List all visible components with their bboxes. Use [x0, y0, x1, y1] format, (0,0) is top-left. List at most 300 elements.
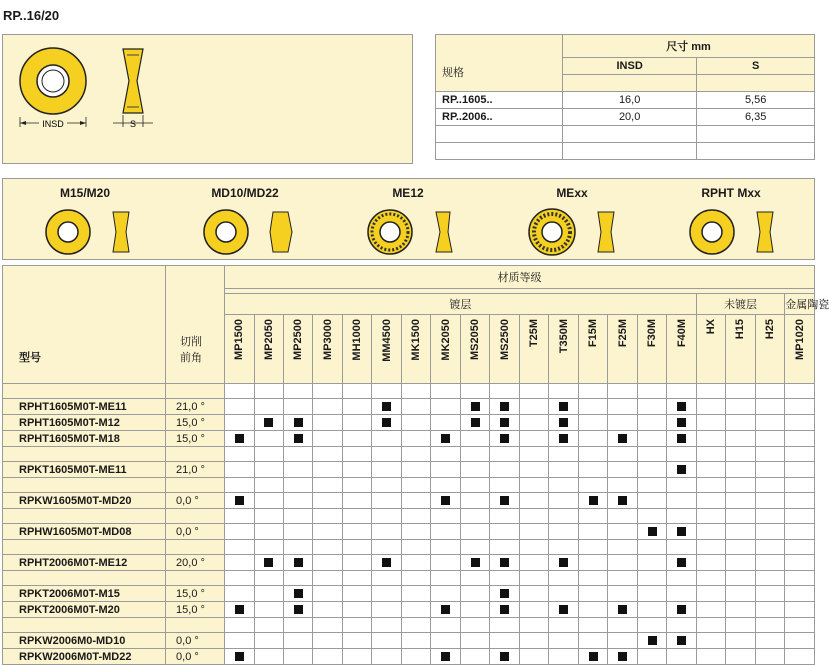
grade-cell [637, 447, 666, 462]
grade-cell [549, 540, 578, 555]
grade-cell [490, 602, 519, 618]
available-mark [441, 605, 450, 614]
grade-cell [313, 478, 342, 493]
available-mark [677, 402, 686, 411]
model-cell [3, 478, 166, 493]
model-cell: RPHT2006M0T-ME12 [3, 555, 166, 571]
grade-cell [254, 633, 283, 649]
grade-cell [313, 493, 342, 509]
available-mark [559, 434, 568, 443]
grade-cell [519, 462, 548, 478]
grade-mp3000 [313, 315, 342, 384]
grade-ms2050 [460, 315, 489, 384]
grade-cell [401, 399, 430, 415]
grade-cell [608, 431, 637, 447]
grade-cell [490, 462, 519, 478]
grade-cell [342, 415, 371, 431]
table-row [3, 571, 815, 586]
available-mark [500, 589, 509, 598]
available-mark [382, 418, 391, 427]
grade-cell [372, 555, 401, 571]
grade-label: MK1500 [410, 319, 423, 361]
grade-cell [283, 618, 312, 633]
grade-cell [401, 478, 430, 493]
grade-cell [254, 618, 283, 633]
angle-cell: 15,0 ° [166, 431, 225, 447]
insert-profile-icon [598, 212, 614, 252]
grade-cell [342, 524, 371, 540]
grade-cell [726, 462, 755, 478]
grade-label: T25M [528, 319, 541, 348]
grade-cell [372, 633, 401, 649]
grade-cell [254, 509, 283, 524]
grade-cell [608, 509, 637, 524]
grade-cell [785, 447, 815, 462]
grade-cell [578, 633, 607, 649]
insd-label: INSD [42, 119, 64, 129]
grade-cell [225, 462, 254, 478]
grade-cell [608, 571, 637, 586]
grade-label: MP2050 [262, 319, 275, 360]
grade-cell [667, 633, 696, 649]
spec-insd: 20,0 [563, 109, 697, 126]
grade-cell [372, 524, 401, 540]
grade-cell [283, 478, 312, 493]
grade-cell [726, 415, 755, 431]
grade-cell [460, 415, 489, 431]
grade-cell [313, 399, 342, 415]
grade-cell [401, 649, 430, 665]
available-mark [677, 558, 686, 567]
grade-cell [549, 493, 578, 509]
grade-cell [755, 509, 784, 524]
grade-cell [549, 415, 578, 431]
grade-cell [549, 524, 578, 540]
round-insert-icon [690, 210, 734, 254]
grade-cell [637, 586, 666, 602]
grade-cell [549, 478, 578, 493]
spec-s: 5,56 [697, 92, 815, 109]
angle-cell: 20,0 ° [166, 555, 225, 571]
grade-cell [342, 571, 371, 586]
grade-cell [755, 571, 784, 586]
grade-cell [549, 633, 578, 649]
grade-cell [667, 555, 696, 571]
grade-cell [283, 509, 312, 524]
grade-cell [431, 447, 460, 462]
grade-cell [225, 586, 254, 602]
grade-cell [254, 649, 283, 665]
insert-dimension-drawing [3, 35, 203, 163]
grade-cell [225, 399, 254, 415]
grade-cell [608, 478, 637, 493]
angle-cell [166, 540, 225, 555]
grade-cell [608, 493, 637, 509]
angle-cell: 21,0 ° [166, 399, 225, 415]
grade-cell [342, 649, 371, 665]
grade-mp2050 [254, 315, 283, 384]
grade-cell [549, 555, 578, 571]
grade-cell [755, 493, 784, 509]
available-mark [677, 636, 686, 645]
grade-cell [637, 649, 666, 665]
grade-cell [519, 602, 548, 618]
insert-profile-icon [757, 212, 773, 252]
grade-cell [755, 399, 784, 415]
grade-cell [726, 447, 755, 462]
grade-cell [313, 524, 342, 540]
grade-mp1020 [785, 315, 815, 384]
spec-name: RP..1605.. [436, 92, 563, 109]
available-mark [294, 434, 303, 443]
grade-cell [578, 462, 607, 478]
grade-cell [225, 493, 254, 509]
grade-cell [696, 524, 725, 540]
grade-cell [549, 571, 578, 586]
grade-cell [431, 524, 460, 540]
grade-cell [490, 431, 519, 447]
available-mark [264, 418, 273, 427]
grade-cell [785, 571, 815, 586]
grade-cell [578, 509, 607, 524]
grade-cell [696, 555, 725, 571]
grade-cell [519, 478, 548, 493]
grade-cell [225, 602, 254, 618]
available-mark [618, 652, 627, 661]
grade-cell [372, 649, 401, 665]
grade-cell [313, 602, 342, 618]
grade-cell [431, 633, 460, 649]
grade-cell [460, 540, 489, 555]
grade-cell [667, 447, 696, 462]
grade-cell [401, 586, 430, 602]
grade-cell [637, 509, 666, 524]
grade-label: HX [705, 319, 717, 335]
grade-cell [225, 540, 254, 555]
grade-cell [490, 633, 519, 649]
grade-cell [578, 493, 607, 509]
model-cell: RPKW2006M0T-MD22 [3, 649, 166, 665]
angle-cell: 0,0 ° [166, 493, 225, 509]
grade-cell [578, 524, 607, 540]
grade-cell [755, 618, 784, 633]
grade-cell [372, 493, 401, 509]
grade-cell [401, 462, 430, 478]
variant-label: ME12 [392, 186, 424, 200]
available-mark [677, 465, 686, 474]
grade-cell [401, 540, 430, 555]
grade-cell [431, 618, 460, 633]
grade-cell [785, 493, 815, 509]
angle-cell [166, 447, 225, 462]
grade-cell [460, 478, 489, 493]
s-label: S [129, 119, 137, 129]
grade-cell [225, 649, 254, 665]
grade-cell [696, 571, 725, 586]
grade-cell [637, 555, 666, 571]
available-mark [559, 418, 568, 427]
grade-cell [225, 431, 254, 447]
material-header: 材质等级 [225, 266, 815, 289]
grade-cell [372, 571, 401, 586]
model-cell [3, 509, 166, 524]
grade-cell [342, 509, 371, 524]
grade-cell [490, 493, 519, 509]
grade-cell [313, 633, 342, 649]
grade-f15m [578, 315, 607, 384]
grade-cell [608, 447, 637, 462]
grade-label: MS2050 [469, 319, 482, 360]
available-mark [235, 605, 244, 614]
grade-cell [225, 555, 254, 571]
group-uncoated: 未镀层 [696, 294, 784, 315]
grade-cell [519, 571, 548, 586]
grade-cell [785, 540, 815, 555]
grade-cell [667, 602, 696, 618]
grade-cell [342, 478, 371, 493]
grade-cell [667, 571, 696, 586]
grade-cell [755, 540, 784, 555]
available-mark [589, 652, 598, 661]
grade-cell [490, 415, 519, 431]
grade-cell [431, 478, 460, 493]
grade-cell [283, 431, 312, 447]
grade-cell [431, 493, 460, 509]
available-mark [500, 558, 509, 567]
angle-cell: 21,0 ° [166, 462, 225, 478]
table-row [3, 618, 815, 633]
grade-cell [519, 555, 548, 571]
grade-cell [401, 633, 430, 649]
grade-cell [785, 509, 815, 524]
grade-cell [549, 602, 578, 618]
available-mark [618, 434, 627, 443]
grade-cell [313, 555, 342, 571]
grade-cell [313, 462, 342, 478]
round-insert-icon [368, 210, 412, 254]
grade-cell [755, 586, 784, 602]
grade-cell [254, 478, 283, 493]
grade-cell [578, 618, 607, 633]
grade-cell [637, 415, 666, 431]
grade-cell [578, 431, 607, 447]
grade-cell [726, 633, 755, 649]
available-mark [294, 558, 303, 567]
grade-label: MP1020 [793, 319, 806, 360]
grade-cell [549, 509, 578, 524]
grade-cell [342, 602, 371, 618]
grade-cell [549, 399, 578, 415]
grade-cell [431, 540, 460, 555]
angle-cell: 0,0 ° [166, 524, 225, 540]
grade-cell [283, 524, 312, 540]
grade-cell [726, 586, 755, 602]
grade-f25m [608, 315, 637, 384]
group-cermet: 金属陶瓷 [785, 294, 815, 315]
grade-cell [401, 524, 430, 540]
grade-mp2500 [283, 315, 312, 384]
grade-cell [490, 540, 519, 555]
grade-cell [254, 415, 283, 431]
grade-cell [460, 602, 489, 618]
grade-cell [637, 524, 666, 540]
grade-cell [283, 399, 312, 415]
grade-cell [490, 399, 519, 415]
available-mark [500, 605, 509, 614]
grade-cell [254, 462, 283, 478]
grade-cell [460, 586, 489, 602]
grade-cell [460, 649, 489, 665]
grade-cell [608, 602, 637, 618]
angle-cell: 15,0 ° [166, 586, 225, 602]
grade-cell [667, 415, 696, 431]
grade-cell [460, 431, 489, 447]
grade-ms2500 [490, 315, 519, 384]
page-title: RP..16/20 [3, 8, 60, 23]
grade-cell [490, 555, 519, 571]
available-mark [500, 496, 509, 505]
available-mark [559, 558, 568, 567]
model-cell: RPKT2006M0T-M15 [3, 586, 166, 602]
round-insert-icon [529, 209, 575, 255]
grade-cell [372, 602, 401, 618]
grade-cell [637, 571, 666, 586]
available-mark [294, 589, 303, 598]
grade-cell [696, 431, 725, 447]
grade-cell [726, 602, 755, 618]
grade-cell [608, 555, 637, 571]
grade-t25m [519, 315, 548, 384]
grade-cell [460, 447, 489, 462]
grade-cell [431, 571, 460, 586]
grade-label: F25M [616, 319, 629, 348]
table-row [3, 586, 815, 602]
grade-cell [372, 431, 401, 447]
table-row [3, 493, 815, 509]
grade-cell [254, 447, 283, 462]
grade-cell [401, 602, 430, 618]
table-row [3, 602, 815, 618]
angle-cell: 15,0 ° [166, 415, 225, 431]
grade-cell [401, 509, 430, 524]
grade-cell [755, 462, 784, 478]
grade-cell [225, 478, 254, 493]
grade-cell [637, 633, 666, 649]
grade-cell [667, 478, 696, 493]
grade-cell [401, 493, 430, 509]
available-mark [471, 558, 480, 567]
grade-cell [608, 399, 637, 415]
table-row [3, 555, 815, 571]
grade-cell [696, 462, 725, 478]
grade-cell [519, 399, 548, 415]
grade-cell [490, 571, 519, 586]
grade-cell [283, 447, 312, 462]
spec-row [436, 92, 815, 109]
variant-label: M15/M20 [59, 186, 111, 200]
grade-cell [254, 540, 283, 555]
grade-cell [460, 633, 489, 649]
grade-cell [254, 571, 283, 586]
grade-cell [726, 478, 755, 493]
grade-cell [726, 540, 755, 555]
grade-cell [755, 478, 784, 493]
variant-label: MD10/MD22 [211, 186, 279, 200]
grade-cell [254, 399, 283, 415]
grade-cell [225, 509, 254, 524]
available-mark [382, 558, 391, 567]
grade-cell [519, 633, 548, 649]
grade-mk2050 [431, 315, 460, 384]
available-mark [677, 605, 686, 614]
available-mark [677, 418, 686, 427]
grade-cell [696, 509, 725, 524]
available-mark [500, 434, 509, 443]
grade-cell [755, 524, 784, 540]
model-cell [3, 571, 166, 586]
grade-cell [342, 555, 371, 571]
table-row [3, 415, 815, 431]
grade-cell [313, 415, 342, 431]
grade-label: MH1000 [351, 319, 364, 361]
grade-cell [283, 602, 312, 618]
grade-cell [460, 509, 489, 524]
grade-cell [342, 493, 371, 509]
angle-cell: 0,0 ° [166, 633, 225, 649]
grade-cell [785, 633, 815, 649]
available-mark [648, 527, 657, 536]
grade-cell [401, 431, 430, 447]
insert-profile-icon [270, 212, 292, 252]
spec-row [436, 109, 815, 126]
angle-cell [166, 509, 225, 524]
grade-cell [460, 493, 489, 509]
grade-h15 [726, 315, 755, 384]
grade-cell [578, 447, 607, 462]
available-mark [382, 402, 391, 411]
grade-cell [726, 571, 755, 586]
grade-label: T350M [557, 319, 570, 354]
grade-cell [726, 509, 755, 524]
grade-cell [254, 431, 283, 447]
grade-cell [755, 431, 784, 447]
insert-drawing-panel [2, 34, 413, 164]
spec-label: 规格 [436, 35, 563, 92]
angle-cell: 15,0 ° [166, 602, 225, 618]
grade-cell [785, 399, 815, 415]
grade-cell [549, 447, 578, 462]
grade-cell [372, 586, 401, 602]
grade-cell [283, 462, 312, 478]
grade-cell [696, 415, 725, 431]
grade-cell [696, 447, 725, 462]
grade-cell [578, 478, 607, 493]
table-row [3, 649, 815, 665]
grade-cell [785, 602, 815, 618]
grade-cell [283, 540, 312, 555]
grade-cell [490, 447, 519, 462]
grade-cell [637, 462, 666, 478]
grade-cell [225, 633, 254, 649]
col-s: S [697, 58, 815, 75]
grade-cell [431, 586, 460, 602]
round-insert-icon [204, 210, 248, 254]
grade-cell [637, 618, 666, 633]
grade-cell [578, 586, 607, 602]
available-mark [441, 652, 450, 661]
grade-cell [401, 571, 430, 586]
available-mark [441, 434, 450, 443]
